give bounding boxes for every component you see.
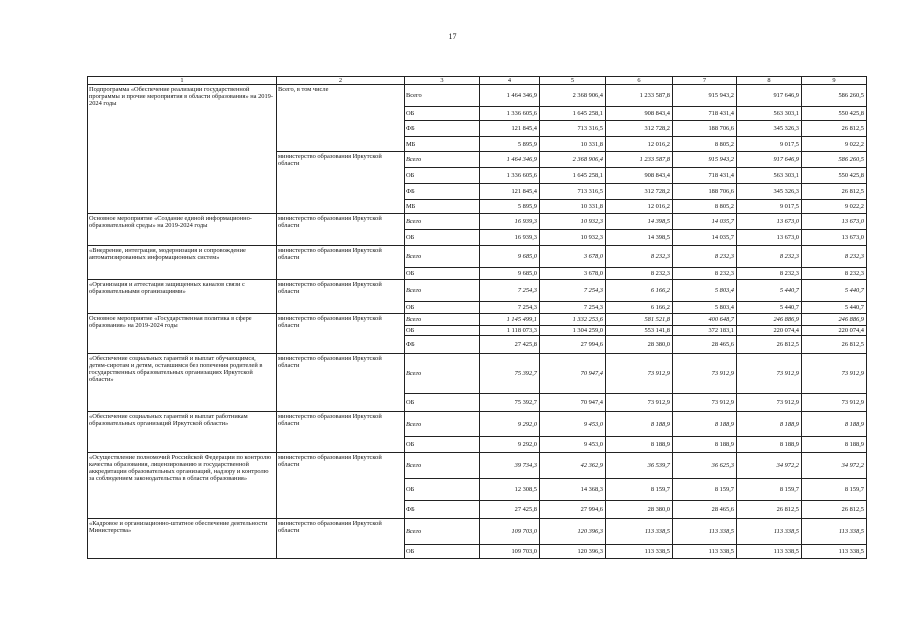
value-cell: 345 326,3 xyxy=(737,184,802,200)
value-cell: 581 521,8 xyxy=(606,314,673,326)
page-number: 17 xyxy=(448,32,457,41)
value-cell: 550 425,8 xyxy=(802,107,867,121)
executor-cell: министерство образования Иркутской области xyxy=(277,280,405,314)
value-cell: 73 912,9 xyxy=(802,354,867,394)
program-name-cell: Основное мероприятие «Создание единой информационно-образовательной среды» на 2019-2024 годы xyxy=(88,214,277,246)
value-cell: 7 254,3 xyxy=(480,302,540,314)
value-cell: 12 308,5 xyxy=(480,479,540,501)
budget-table xyxy=(87,76,867,559)
value-cell: 188 706,6 xyxy=(673,184,737,200)
value-cell: 915 943,2 xyxy=(673,152,737,168)
value-cell: 73 912,9 xyxy=(606,354,673,394)
value-cell: 8 159,7 xyxy=(802,479,867,501)
value-cell: 1 336 605,6 xyxy=(480,168,540,184)
value-cell: 6 166,2 xyxy=(606,302,673,314)
funding-source-cell: Всего xyxy=(405,354,480,394)
value-cell: 8 188,9 xyxy=(673,437,737,453)
value-cell: 917 646,9 xyxy=(737,152,802,168)
value-cell: 14 035,7 xyxy=(673,214,737,230)
executor-cell: министерство образования Иркутской области xyxy=(277,246,405,280)
value-cell: 42 362,9 xyxy=(540,453,606,479)
funding-source-cell: Всего xyxy=(405,152,480,168)
value-cell: 26 812,5 xyxy=(737,336,802,354)
value-cell: 345 326,3 xyxy=(737,121,802,137)
value-cell: 8 159,7 xyxy=(673,479,737,501)
value-cell: 16 939,3 xyxy=(480,230,540,246)
value-cell: 7 254,3 xyxy=(480,280,540,302)
value-cell: 5 895,9 xyxy=(480,137,540,152)
table-row xyxy=(88,354,867,394)
funding-source-cell: Всего xyxy=(405,280,480,302)
value-cell: 28 380,0 xyxy=(606,501,673,519)
value-cell: 34 972,2 xyxy=(802,453,867,479)
value-cell: 73 912,9 xyxy=(673,354,737,394)
funding-source-cell: ФБ xyxy=(405,501,480,519)
value-cell: 10 932,3 xyxy=(540,230,606,246)
value-cell: 9 292,0 xyxy=(480,437,540,453)
table-row xyxy=(88,453,867,479)
value-cell: 1 118 073,3 xyxy=(480,326,540,336)
value-cell: 9 685,0 xyxy=(480,246,540,268)
funding-source-cell: МБ xyxy=(405,137,480,152)
value-cell: 586 260,5 xyxy=(802,85,867,107)
column-header: 6 xyxy=(606,77,673,85)
value-cell: 73 912,9 xyxy=(606,394,673,412)
executor-cell: министерство образования Иркутской области xyxy=(277,214,405,246)
value-cell: 9 022,2 xyxy=(802,200,867,214)
value-cell: 27 994,6 xyxy=(540,501,606,519)
value-cell: 28 380,0 xyxy=(606,336,673,354)
value-cell: 75 392,7 xyxy=(480,354,540,394)
value-cell: 550 425,8 xyxy=(802,168,867,184)
value-cell: 553 141,8 xyxy=(606,326,673,336)
executor-cell: министерство образования Иркутской области xyxy=(277,412,405,453)
value-cell: 9 453,0 xyxy=(540,437,606,453)
value-cell: 113 338,5 xyxy=(802,519,867,545)
value-cell: 9 022,2 xyxy=(802,137,867,152)
program-name-cell: «Обеспечение социальных гарантий и выплат обучающимся, детям-сиротам и детям, оставшимся без попечения родителей в государственных образовательных организациях Иркутской области» xyxy=(88,354,277,412)
value-cell: 27 425,8 xyxy=(480,336,540,354)
value-cell: 1 336 605,6 xyxy=(480,107,540,121)
value-cell: 1 464 346,9 xyxy=(480,85,540,107)
value-cell: 113 338,5 xyxy=(802,545,867,559)
value-cell: 73 912,9 xyxy=(673,394,737,412)
funding-source-cell: Всего xyxy=(405,314,480,326)
value-cell: 220 074,4 xyxy=(802,326,867,336)
value-cell: 10 331,8 xyxy=(540,200,606,214)
value-cell: 5 440,7 xyxy=(737,302,802,314)
value-cell: 12 016,2 xyxy=(606,200,673,214)
value-cell: 1 332 253,6 xyxy=(540,314,606,326)
value-cell: 8 232,3 xyxy=(673,246,737,268)
funding-source-cell: Всего xyxy=(405,246,480,268)
funding-source-cell: ОБ xyxy=(405,107,480,121)
value-cell: 113 338,5 xyxy=(673,545,737,559)
table-row xyxy=(88,85,867,107)
value-cell: 121 845,4 xyxy=(480,121,540,137)
value-cell: 8 232,3 xyxy=(737,246,802,268)
value-cell: 8 232,3 xyxy=(673,268,737,280)
funding-source-cell: ОБ xyxy=(405,326,480,336)
value-cell: 73 912,9 xyxy=(802,394,867,412)
value-cell: 26 812,5 xyxy=(802,184,867,200)
value-cell: 3 678,0 xyxy=(540,246,606,268)
value-cell: 8 805,2 xyxy=(673,137,737,152)
funding-source-cell: Всего xyxy=(405,519,480,545)
value-cell: 908 843,4 xyxy=(606,107,673,121)
value-cell: 7 254,3 xyxy=(540,280,606,302)
column-header: 2 xyxy=(277,77,405,85)
value-cell: 9 292,0 xyxy=(480,412,540,437)
value-cell: 400 648,7 xyxy=(673,314,737,326)
value-cell: 917 646,9 xyxy=(737,85,802,107)
value-cell: 372 183,1 xyxy=(673,326,737,336)
column-header: 7 xyxy=(673,77,737,85)
funding-source-cell: ОБ xyxy=(405,545,480,559)
executor-cell: министерство образования Иркутской области xyxy=(277,519,405,559)
value-cell: 915 943,2 xyxy=(673,85,737,107)
value-cell: 8 188,9 xyxy=(673,412,737,437)
funding-source-cell: ОБ xyxy=(405,302,480,314)
value-cell: 586 260,5 xyxy=(802,152,867,168)
table-row xyxy=(88,519,867,545)
funding-source-cell: Всего xyxy=(405,214,480,230)
value-cell: 8 232,3 xyxy=(802,246,867,268)
value-cell: 14 398,5 xyxy=(606,214,673,230)
executor-cell: министерство образования Иркутской области xyxy=(277,314,405,354)
value-cell: 121 845,4 xyxy=(480,184,540,200)
value-cell: 113 338,5 xyxy=(737,519,802,545)
value-cell: 113 338,5 xyxy=(606,519,673,545)
funding-source-cell: ОБ xyxy=(405,268,480,280)
value-cell: 120 396,3 xyxy=(540,545,606,559)
value-cell: 16 939,3 xyxy=(480,214,540,230)
funding-source-cell: ОБ xyxy=(405,168,480,184)
funding-source-cell: ФБ xyxy=(405,184,480,200)
value-cell: 8 188,9 xyxy=(802,412,867,437)
executor-cell: министерство образования Иркутской области xyxy=(277,152,405,214)
value-cell: 75 392,7 xyxy=(480,394,540,412)
value-cell: 312 728,2 xyxy=(606,184,673,200)
table-row xyxy=(88,314,867,326)
program-name-cell: Подпрограмма «Обеспечение реализации государственной программы и прочие мероприятия в области образования» на 2019-2024 годы xyxy=(88,85,277,214)
funding-source-cell: Всего xyxy=(405,412,480,437)
value-cell: 563 303,1 xyxy=(737,168,802,184)
value-cell: 28 465,6 xyxy=(673,336,737,354)
table-row xyxy=(88,412,867,437)
value-cell: 9 017,5 xyxy=(737,137,802,152)
value-cell: 14 398,5 xyxy=(606,230,673,246)
value-cell: 188 706,6 xyxy=(673,121,737,137)
funding-source-cell: Всего xyxy=(405,85,480,107)
funding-source-cell: ФБ xyxy=(405,121,480,137)
program-name-cell: «Осуществление полномочий Российской Федерации по контролю качества образования, лицензированию и государственной аккредитации образовательных организаций, надзору и контролю за соблюдением законодательства в области образования» xyxy=(88,453,277,519)
value-cell: 14 368,3 xyxy=(540,479,606,501)
value-cell: 9 685,0 xyxy=(480,268,540,280)
value-cell: 8 159,7 xyxy=(737,479,802,501)
program-name-cell: «Кадровое и организационно-штатное обеспечение деятельности Министерства» xyxy=(88,519,277,559)
value-cell: 10 331,8 xyxy=(540,137,606,152)
value-cell: 713 316,5 xyxy=(540,184,606,200)
funding-source-cell: ОБ xyxy=(405,230,480,246)
value-cell: 1 645 258,1 xyxy=(540,168,606,184)
value-cell: 8 232,3 xyxy=(606,268,673,280)
value-cell: 713 316,5 xyxy=(540,121,606,137)
value-cell: 2 368 906,4 xyxy=(540,152,606,168)
funding-source-cell: МБ xyxy=(405,200,480,214)
column-header: 5 xyxy=(540,77,606,85)
value-cell: 13 673,0 xyxy=(802,214,867,230)
value-cell: 7 254,3 xyxy=(540,302,606,314)
value-cell: 8 159,7 xyxy=(606,479,673,501)
value-cell: 26 812,5 xyxy=(802,336,867,354)
value-cell: 1 145 499,1 xyxy=(480,314,540,326)
table-row xyxy=(88,246,867,268)
value-cell: 312 728,2 xyxy=(606,121,673,137)
value-cell: 718 431,4 xyxy=(673,168,737,184)
table-row xyxy=(88,214,867,230)
value-cell: 8 232,3 xyxy=(802,268,867,280)
funding-source-cell: ОБ xyxy=(405,479,480,501)
program-name-cell: «Внедрение, интеграция, модернизация и сопровождение автоматизированных информационных систем» xyxy=(88,246,277,280)
value-cell: 8 188,9 xyxy=(737,412,802,437)
value-cell: 1 233 587,8 xyxy=(606,152,673,168)
funding-source-cell: ОБ xyxy=(405,437,480,453)
value-cell: 13 673,0 xyxy=(737,230,802,246)
value-cell: 8 188,9 xyxy=(606,437,673,453)
value-cell: 8 232,3 xyxy=(606,246,673,268)
value-cell: 36 539,7 xyxy=(606,453,673,479)
value-cell: 3 678,0 xyxy=(540,268,606,280)
value-cell: 28 465,6 xyxy=(673,501,737,519)
value-cell: 246 886,9 xyxy=(737,314,802,326)
value-cell: 13 673,0 xyxy=(737,214,802,230)
value-cell: 26 812,5 xyxy=(737,501,802,519)
column-header: 8 xyxy=(737,77,802,85)
value-cell: 5 895,9 xyxy=(480,200,540,214)
value-cell: 246 886,9 xyxy=(802,314,867,326)
value-cell: 27 994,6 xyxy=(540,336,606,354)
value-cell: 70 947,4 xyxy=(540,394,606,412)
value-cell: 8 805,2 xyxy=(673,200,737,214)
value-cell: 113 338,5 xyxy=(737,545,802,559)
value-cell: 5 440,7 xyxy=(737,280,802,302)
column-header: 1 xyxy=(88,77,277,85)
column-header: 3 xyxy=(405,77,480,85)
value-cell: 908 843,4 xyxy=(606,168,673,184)
value-cell: 73 912,9 xyxy=(737,394,802,412)
value-cell: 113 338,5 xyxy=(606,545,673,559)
value-cell: 109 703,0 xyxy=(480,519,540,545)
table-row xyxy=(88,280,867,302)
value-cell: 70 947,4 xyxy=(540,354,606,394)
value-cell: 109 703,0 xyxy=(480,545,540,559)
value-cell: 13 673,0 xyxy=(802,230,867,246)
value-cell: 27 425,8 xyxy=(480,501,540,519)
executor-cell: Всего, в том числе xyxy=(277,85,405,152)
value-cell: 8 188,9 xyxy=(606,412,673,437)
value-cell: 12 016,2 xyxy=(606,137,673,152)
value-cell: 563 303,1 xyxy=(737,107,802,121)
value-cell: 5 803,4 xyxy=(673,302,737,314)
value-cell: 1 233 587,8 xyxy=(606,85,673,107)
table-header-row xyxy=(88,77,867,85)
value-cell: 1 645 258,1 xyxy=(540,107,606,121)
value-cell: 220 074,4 xyxy=(737,326,802,336)
executor-cell: министерство образования Иркутской области xyxy=(277,354,405,412)
value-cell: 14 035,7 xyxy=(673,230,737,246)
value-cell: 718 431,4 xyxy=(673,107,737,121)
funding-source-cell: Всего xyxy=(405,453,480,479)
value-cell: 5 803,4 xyxy=(673,280,737,302)
value-cell: 73 912,9 xyxy=(737,354,802,394)
value-cell: 9 017,5 xyxy=(737,200,802,214)
value-cell: 113 338,5 xyxy=(673,519,737,545)
value-cell: 1 464 346,9 xyxy=(480,152,540,168)
value-cell: 34 972,2 xyxy=(737,453,802,479)
value-cell: 39 734,3 xyxy=(480,453,540,479)
program-name-cell: Основное мероприятие «Государственная политика в сфере образования» на 2019-2024 годы xyxy=(88,314,277,354)
value-cell: 5 440,7 xyxy=(802,302,867,314)
executor-cell: министерство образования Иркутской области xyxy=(277,453,405,519)
value-cell: 1 304 259,0 xyxy=(540,326,606,336)
value-cell: 26 812,5 xyxy=(802,121,867,137)
value-cell: 10 932,3 xyxy=(540,214,606,230)
value-cell: 2 368 906,4 xyxy=(540,85,606,107)
value-cell: 8 232,3 xyxy=(737,268,802,280)
value-cell: 5 440,7 xyxy=(802,280,867,302)
value-cell: 9 453,0 xyxy=(540,412,606,437)
value-cell: 36 625,3 xyxy=(673,453,737,479)
column-header: 9 xyxy=(802,77,867,85)
funding-source-cell: ФБ xyxy=(405,336,480,354)
value-cell: 120 396,3 xyxy=(540,519,606,545)
column-header: 4 xyxy=(480,77,540,85)
funding-source-cell: ОБ xyxy=(405,394,480,412)
value-cell: 26 812,5 xyxy=(802,501,867,519)
value-cell: 8 188,9 xyxy=(737,437,802,453)
program-name-cell: «Обеспечение социальных гарантий и выплат работникам образовательных организаций Иркутской области» xyxy=(88,412,277,453)
program-name-cell: «Организация и аттестация защищенных каналов связи с образовательными организациями» xyxy=(88,280,277,314)
value-cell: 8 188,9 xyxy=(802,437,867,453)
value-cell: 6 166,2 xyxy=(606,280,673,302)
